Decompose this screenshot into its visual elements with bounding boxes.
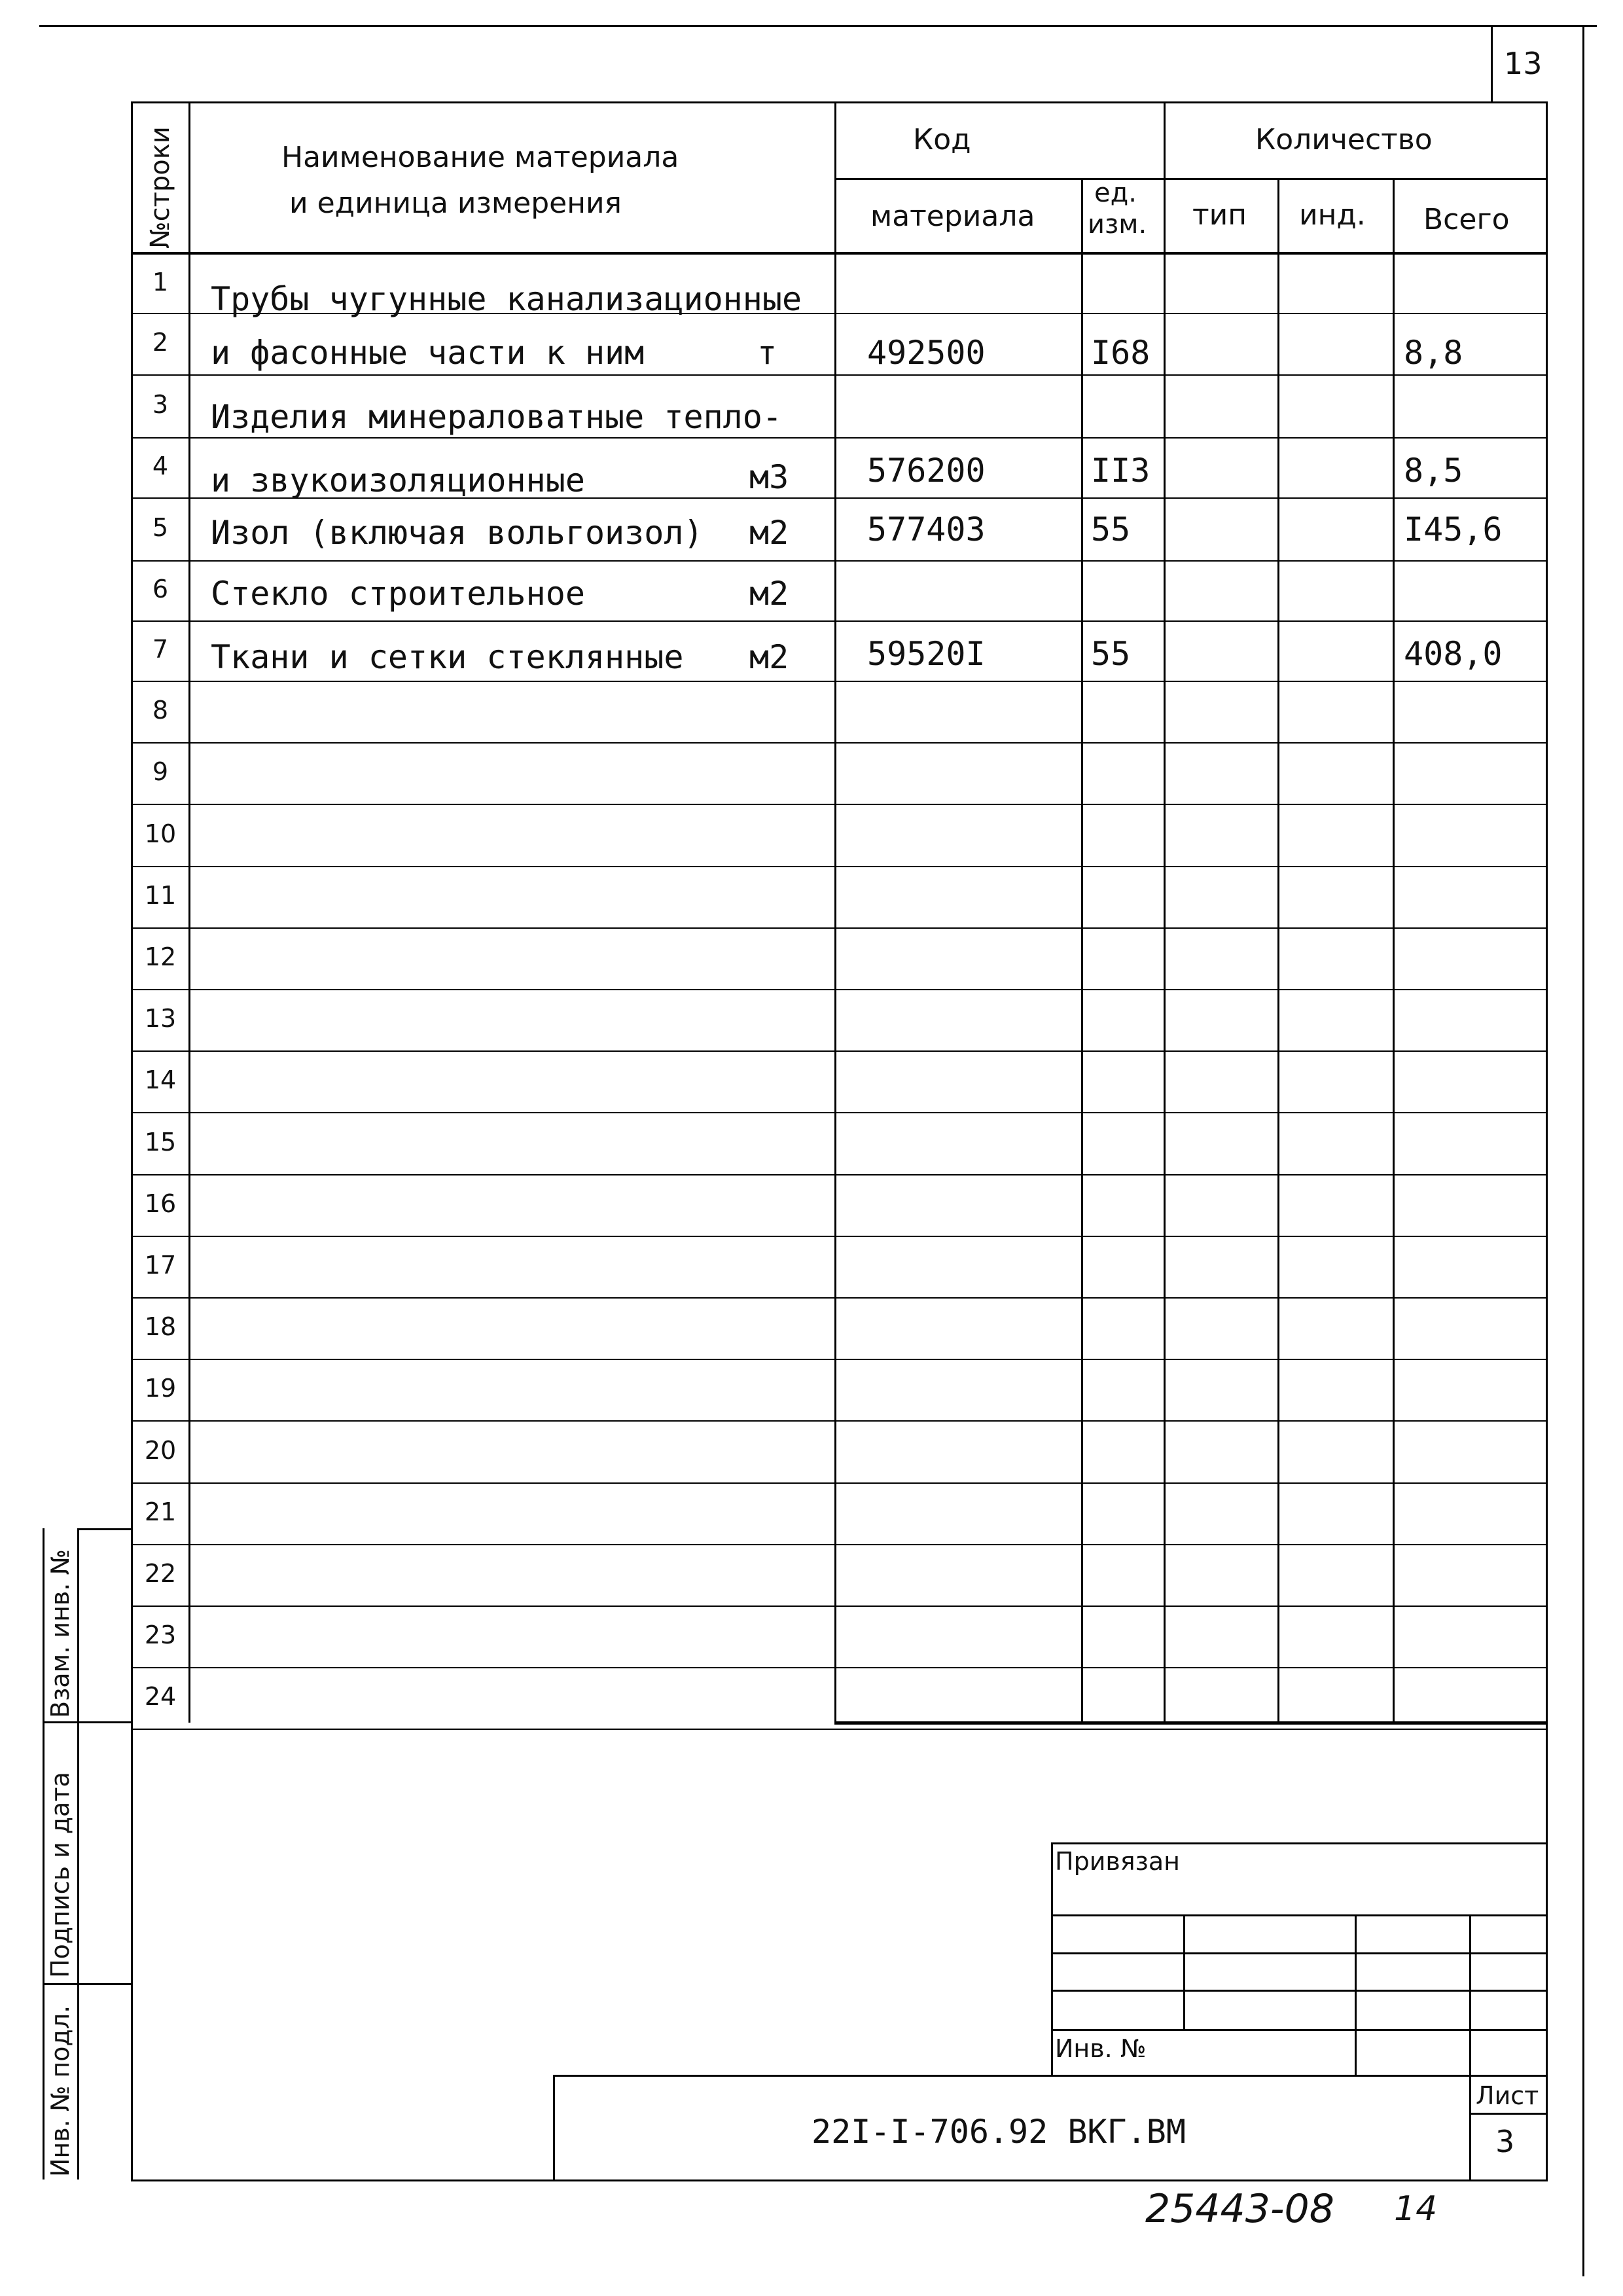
row-divider [131,437,1546,439]
row-7-name: Ткани и сетки стеклянные [211,638,684,676]
row-5-code: 577403 [867,511,986,548]
sheet-number: 3 [1495,2124,1515,2159]
row-divider [131,620,1546,622]
row-2-total: 8,8 [1404,334,1463,372]
row-divider [131,1112,1546,1113]
side-stamp-line2 [43,1983,131,1985]
row-5-unit: м2 [749,514,789,552]
row-divider [131,1174,1546,1175]
table-bottom-line [834,1721,1546,1725]
row-number: 11 [144,881,177,910]
row-number: 2 [152,328,169,357]
row-divider [131,1236,1546,1237]
row-divider [131,1050,1546,1052]
header-code-material: материала [870,200,1035,233]
row-4-total: 8,5 [1404,452,1463,490]
row-7-total: 408,0 [1404,635,1503,673]
sheet-divider [1469,2113,1546,2115]
row-divider [131,1544,1546,1545]
row-number: 9 [152,757,169,786]
row-divider [131,1420,1546,1422]
row-divider [131,1605,1546,1607]
frame-right [1546,101,1548,2181]
page-number-box-left [1491,25,1493,103]
archive-number: 25443-08 [1145,2186,1334,2232]
row-5-name: Изол (включая вольгоизол) [211,514,704,552]
header-code: Код [913,123,971,156]
row-7-unit: м2 [749,638,789,676]
stamp-privyazan: Привязан [1055,1847,1180,1876]
row-number: 10 [144,819,177,848]
header-qty-type: тип [1192,198,1247,232]
col-line-name [834,101,836,1723]
stamp-line-3 [1051,1952,1546,1954]
row-divider [131,866,1546,867]
footer-page: 14 [1394,2189,1438,2229]
row-number: 3 [152,390,169,419]
row-number: 5 [152,513,169,542]
sheet-label: Лист [1476,2081,1539,2110]
outer-right-edge [1582,25,1584,2276]
row-divider [131,1297,1546,1299]
frame-bottom [131,2179,1548,2181]
col-line-code [1081,178,1083,1723]
page-number-top: 13 [1504,46,1543,81]
header-bottom-line [131,252,1546,255]
row-number: 20 [144,1436,177,1465]
header-name-line1: Наименование материала [281,141,679,174]
side-stamp-top [77,1528,131,1530]
row-divider [131,989,1546,990]
row-5-unit-code: 55 [1091,511,1131,548]
header-row-number: №строки [145,126,175,249]
side-stamp-left [43,1528,45,2179]
row-divider [131,681,1546,682]
row-6-name: Стекло строительное [211,575,585,613]
row-number: 6 [152,575,169,603]
stamp-vline-3 [1469,1914,1471,2179]
stamp-box-left [1051,1842,1053,2075]
row-number: 13 [144,1004,177,1033]
row-4-unit-code: II3 [1091,452,1150,490]
row-2-unit: т [757,334,777,372]
top-border [39,25,1597,27]
stamp-line-2 [1051,1914,1546,1916]
row-divider [131,1482,1546,1484]
row-divider [131,560,1546,562]
row-divider [131,1729,1546,1730]
row-number: 1 [152,268,169,296]
row-divider [131,374,1546,376]
row-5-total: I45,6 [1404,511,1503,548]
header-name-line2: и единица измерения [289,187,622,220]
row-divider [131,742,1546,744]
row-7-code: 59520I [867,635,986,673]
header-mid-line [834,178,1546,180]
stamp-line-1 [1051,1842,1546,1844]
header-unit-line1: ед. [1094,178,1137,208]
row-3-name: Изделия минераловатные тепло- [211,398,782,436]
col-line-unit [1164,101,1166,1723]
row-1-name: Трубы чугунные канализационные [211,280,802,318]
header-quantity: Количество [1255,123,1433,156]
row-7-unit-code: 55 [1091,635,1131,673]
row-divider [131,1667,1546,1668]
row-2-unit-code: I68 [1091,334,1150,372]
row-number: 18 [144,1312,177,1341]
row-2-name: и фасонные части к ним [211,334,645,372]
row-divider [131,927,1546,929]
stamp-vline-2 [1355,1914,1357,2075]
row-number: 19 [144,1374,177,1403]
side-stamp-mid [77,1528,79,2179]
side-label-inv-podl: Инв. № подл. [46,2005,75,2177]
header-qty-ind: инд. [1299,198,1366,232]
row-divider [131,804,1546,805]
row-number: 21 [144,1498,177,1526]
row-number: 12 [144,942,177,971]
header-qty-total: Всего [1423,203,1510,236]
row-4-name: и звукоизоляционные [211,461,585,499]
stamp-vline-1 [1183,1914,1185,2029]
row-number: 22 [144,1559,177,1588]
row-divider [131,1359,1546,1360]
row-number: 23 [144,1621,177,1649]
row-number: 14 [144,1066,177,1094]
row-2-code: 492500 [867,334,986,372]
col-line-ind [1393,178,1395,1723]
row-number: 7 [152,635,169,664]
stamp-inv-no: Инв. № [1055,2034,1147,2063]
row-4-code: 576200 [867,452,986,490]
row-4-unit: м3 [749,458,789,496]
row-number: 24 [144,1682,177,1711]
title-block-left [553,2075,555,2179]
row-number: 15 [144,1128,177,1157]
row-6-unit: м2 [749,575,789,613]
row-number: 8 [152,696,169,725]
side-label-podpis: Подпись и дата [46,1772,75,1978]
frame-top [131,101,1546,103]
row-number: 16 [144,1189,177,1218]
stamp-line-4 [1051,1990,1546,1992]
row-number: 17 [144,1251,177,1280]
document-code: 22I-I-706.92 ВКГ.ВМ [812,2113,1186,2151]
row-number: 4 [152,452,169,480]
title-block-top [553,2075,1546,2077]
col-line-type [1277,178,1279,1723]
stamp-line-5 [1051,2029,1546,2031]
side-label-vzam: Взам. инв. № [46,1549,75,1718]
side-stamp-line1 [43,1721,131,1723]
header-unit-line2: изм. [1088,209,1147,240]
